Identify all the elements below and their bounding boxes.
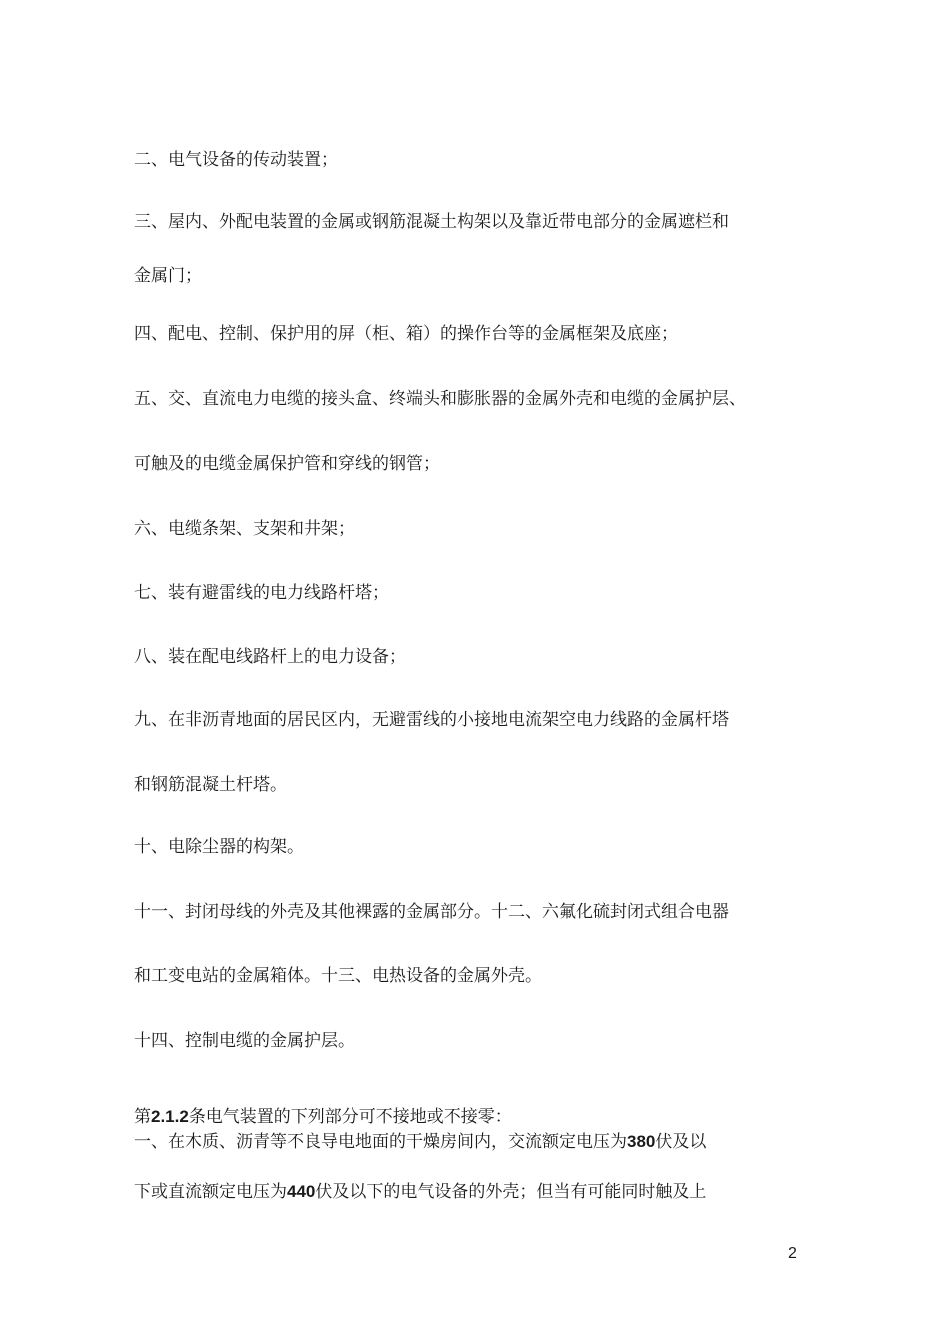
list-item-6: 六、电缆条架、支架和井架； — [134, 519, 355, 539]
list-item-3-line-1: 三、屋内、外配电装置的金属或钢筋混凝土构架以及靠近带电部分的金属遮栏和 — [134, 212, 729, 232]
exempt-item-1-text: 伏及以 — [655, 1132, 707, 1152]
exempt-item-1-text: 下或直流额定电压为 — [134, 1182, 287, 1202]
list-item-11-12-line-2: 和工变电站的金属箱体。十三、电热设备的金属外壳。 — [134, 966, 542, 986]
list-item-14: 十四、控制电缆的金属护层。 — [134, 1031, 355, 1051]
clause-heading — [134, 1106, 512, 1128]
exempt-item-1-text: 一、在木质、沥青等不良导电地面的干燥房间内，交流额定电压为 — [134, 1132, 627, 1152]
exempt-item-1-line-1 — [134, 1131, 706, 1153]
exempt-item-1-line-2 — [134, 1181, 706, 1203]
list-item-9-line-2: 和钢筋混凝土杆塔。 — [134, 775, 287, 795]
list-item-3-line-2: 金属门； — [134, 266, 202, 286]
list-item-5-line-1: 五、交、直流电力电缆的接头盒、终端头和膨胀器的金属外壳和电缆的金属护层、 — [134, 389, 746, 409]
clause-text: 条电气装置的下列部分可不接地或不接零： — [188, 1107, 512, 1127]
list-item-5-line-2: 可触及的电缆金属保护管和穿线的钢管； — [134, 454, 440, 474]
voltage-value: 440 — [287, 1182, 316, 1201]
list-item-10: 十、电除尘器的构架。 — [134, 837, 304, 857]
list-item-4: 四、配电、控制、保护用的屏（柜、箱）的操作台等的金属框架及底座； — [134, 324, 678, 344]
clause-number: 2.1.2 — [151, 1107, 189, 1126]
list-item-11-12-line-1: 十一、封闭母线的外壳及其他裸露的金属部分。十二、六氟化硫封闭式组合电器 — [134, 902, 729, 922]
list-item-2: 二、电气设备的传动装置； — [134, 150, 338, 170]
voltage-value: 380 — [627, 1132, 656, 1151]
clause-prefix: 第 — [134, 1107, 151, 1127]
list-item-7: 七、装有避雷线的电力线路杆塔； — [134, 583, 389, 603]
exempt-item-1-text: 伏及以下的电气设备的外壳；但当有可能同时触及上 — [315, 1182, 707, 1202]
list-item-9-line-1: 九、在非沥青地面的居民区内，无避雷线的小接地电流架空电力线路的金属杆塔 — [134, 710, 729, 730]
page-number: 2 — [788, 1245, 797, 1262]
list-item-8: 八、装在配电线路杆上的电力设备； — [134, 647, 406, 667]
